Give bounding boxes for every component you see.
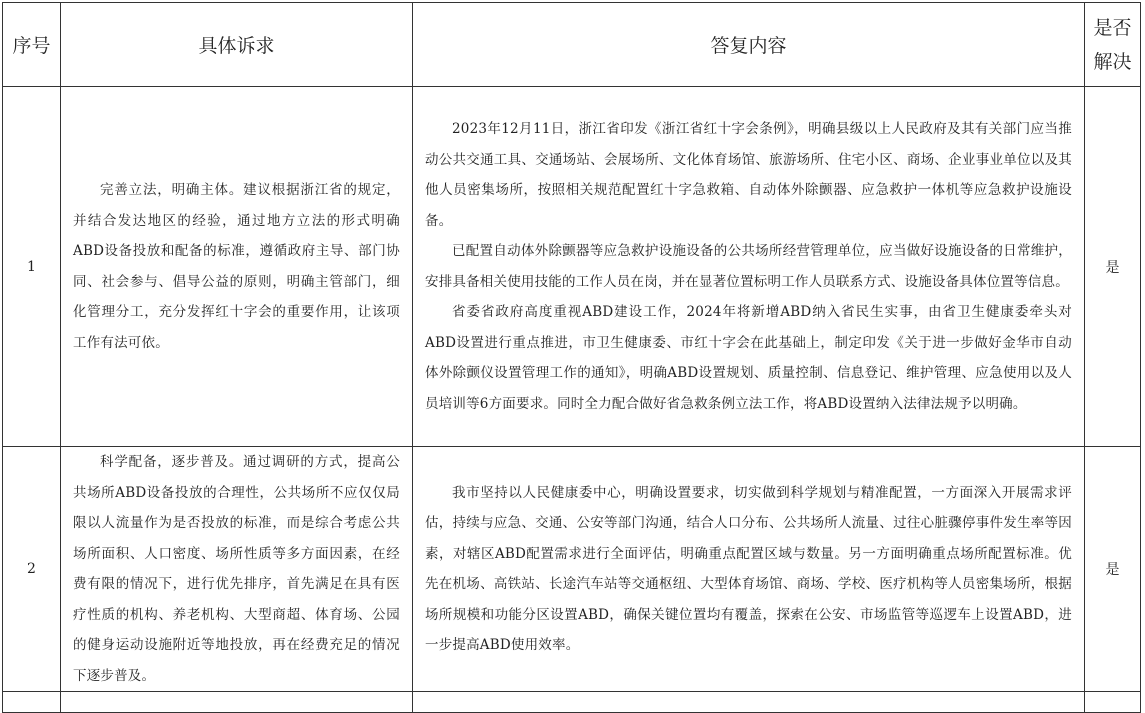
header-seq: 序号 — [3, 3, 61, 87]
row-demand — [61, 447, 413, 692]
demand-text: 科学配备，逐步普及。通过调研的方式，提高公共场所ABD设备投放的合理性，公共场所不应仅仅局限以人流量作为是否投放的标准，而是综合考虑公共场所面积、人口密度、场所性质等多方面因素，在经费有限的情况下，进行优先排序，首先满足在具有医疗性质的机构、养老机构、大型商超、体育场、公园的健身运动设施附近等地投放，再在经费充足的情况下逐步普及。 — [73, 454, 400, 684]
appeal-reply-table — [2, 2, 1141, 713]
row-reply — [413, 87, 1085, 447]
empty-cell — [3, 692, 61, 713]
table-row — [3, 87, 1141, 447]
row-seq: 1 — [3, 87, 61, 447]
empty-cell — [413, 692, 1085, 713]
reply-paragraph: 我市坚持以人民健康委中心，明确设置要求，切实做到科学规划与精准配置，一方面深入开展需求评估，持续与应急、交通、公安等部门沟通，结合人口分布、公共场所人流量、过往心脏骤停事件发生率等因素，对辖区ABD配置需求进行全面评估，明确重点配置区域与数量。另一方面明确重点场所配置标准。优先在机场、高铁站、长途汽车站等交通枢纽、大型体育场馆、商场、学校、医疗机构等人员密集场所，根据场所规模和功能分区设置ABD，确保关键位置均有覆盖，探索在公安、市场监管等巡逻车上设置ABD，进一步提高ABD使用效率。 — [425, 484, 1072, 653]
empty-cell — [1085, 692, 1141, 713]
table-row — [3, 447, 1141, 692]
reply-paragraph: 省委省政府高度重视ABD建设工作，2024年将新增ABD纳入省民生实事，由省卫生健康委牵头对ABD设置进行重点推进，市卫生健康委、市红十字会在此基础上，制定印发《关于进一步做好金华市自动体外除颤仪设置管理工作的通知》，明确ABD设置规划、质量控制、信息登记、维护管理、应急使用以及人员培训等6方面要求。同时全力配合做好省急救条例立法工作，将ABD设置纳入法律法规予以明确。 — [425, 304, 1072, 412]
header-reply: 答复内容 — [413, 3, 1085, 87]
reply-paragraph: 已配置自动体外除颤器等应急救护设施设备的公共场所经营管理单位，应当做好设施设备的日常维护，安排具备相关使用技能的工作人员在岗，并在显著位置标明工作人员联系方式、设施设备具体位置等信息。 — [425, 243, 1072, 290]
header-resolved-line2: 解决 — [1093, 50, 1132, 73]
row-seq: 2 — [3, 447, 61, 692]
demand-text: 完善立法，明确主体。建议根据浙江省的规定，并结合发达地区的经验，通过地方立法的形式明确ABD设备投放和配备的标准，遵循政府主导、部门协同、社会参与、倡导公益的原则，明确主管部门，细化管理分工，充分发挥红十字会的重要作用，让该项工作有法可依。 — [73, 182, 400, 351]
header-resolved — [1085, 3, 1141, 87]
row-resolved: 是 — [1085, 87, 1141, 447]
header-row — [3, 3, 1141, 87]
header-demand: 具体诉求 — [61, 3, 413, 87]
row-reply — [413, 447, 1085, 692]
table-row-empty — [3, 692, 1141, 713]
row-demand — [61, 87, 413, 447]
empty-cell — [61, 692, 413, 713]
header-resolved-line1: 是否 — [1093, 16, 1132, 39]
row-resolved: 是 — [1085, 447, 1141, 692]
reply-paragraph: 2023年12月11日，浙江省印发《浙江省红十字会条例》，明确县级以上人民政府及其有关部门应当推动公共交通工具、交通场站、会展场所、文化体育场馆、旅游场所、住宅小区、商场、企业事业单位以及其他人员密集场所，按照相关规范配置红十字急救箱、自动体外除颤器、应急救护一体机等应急救护设施设备。 — [425, 121, 1072, 229]
